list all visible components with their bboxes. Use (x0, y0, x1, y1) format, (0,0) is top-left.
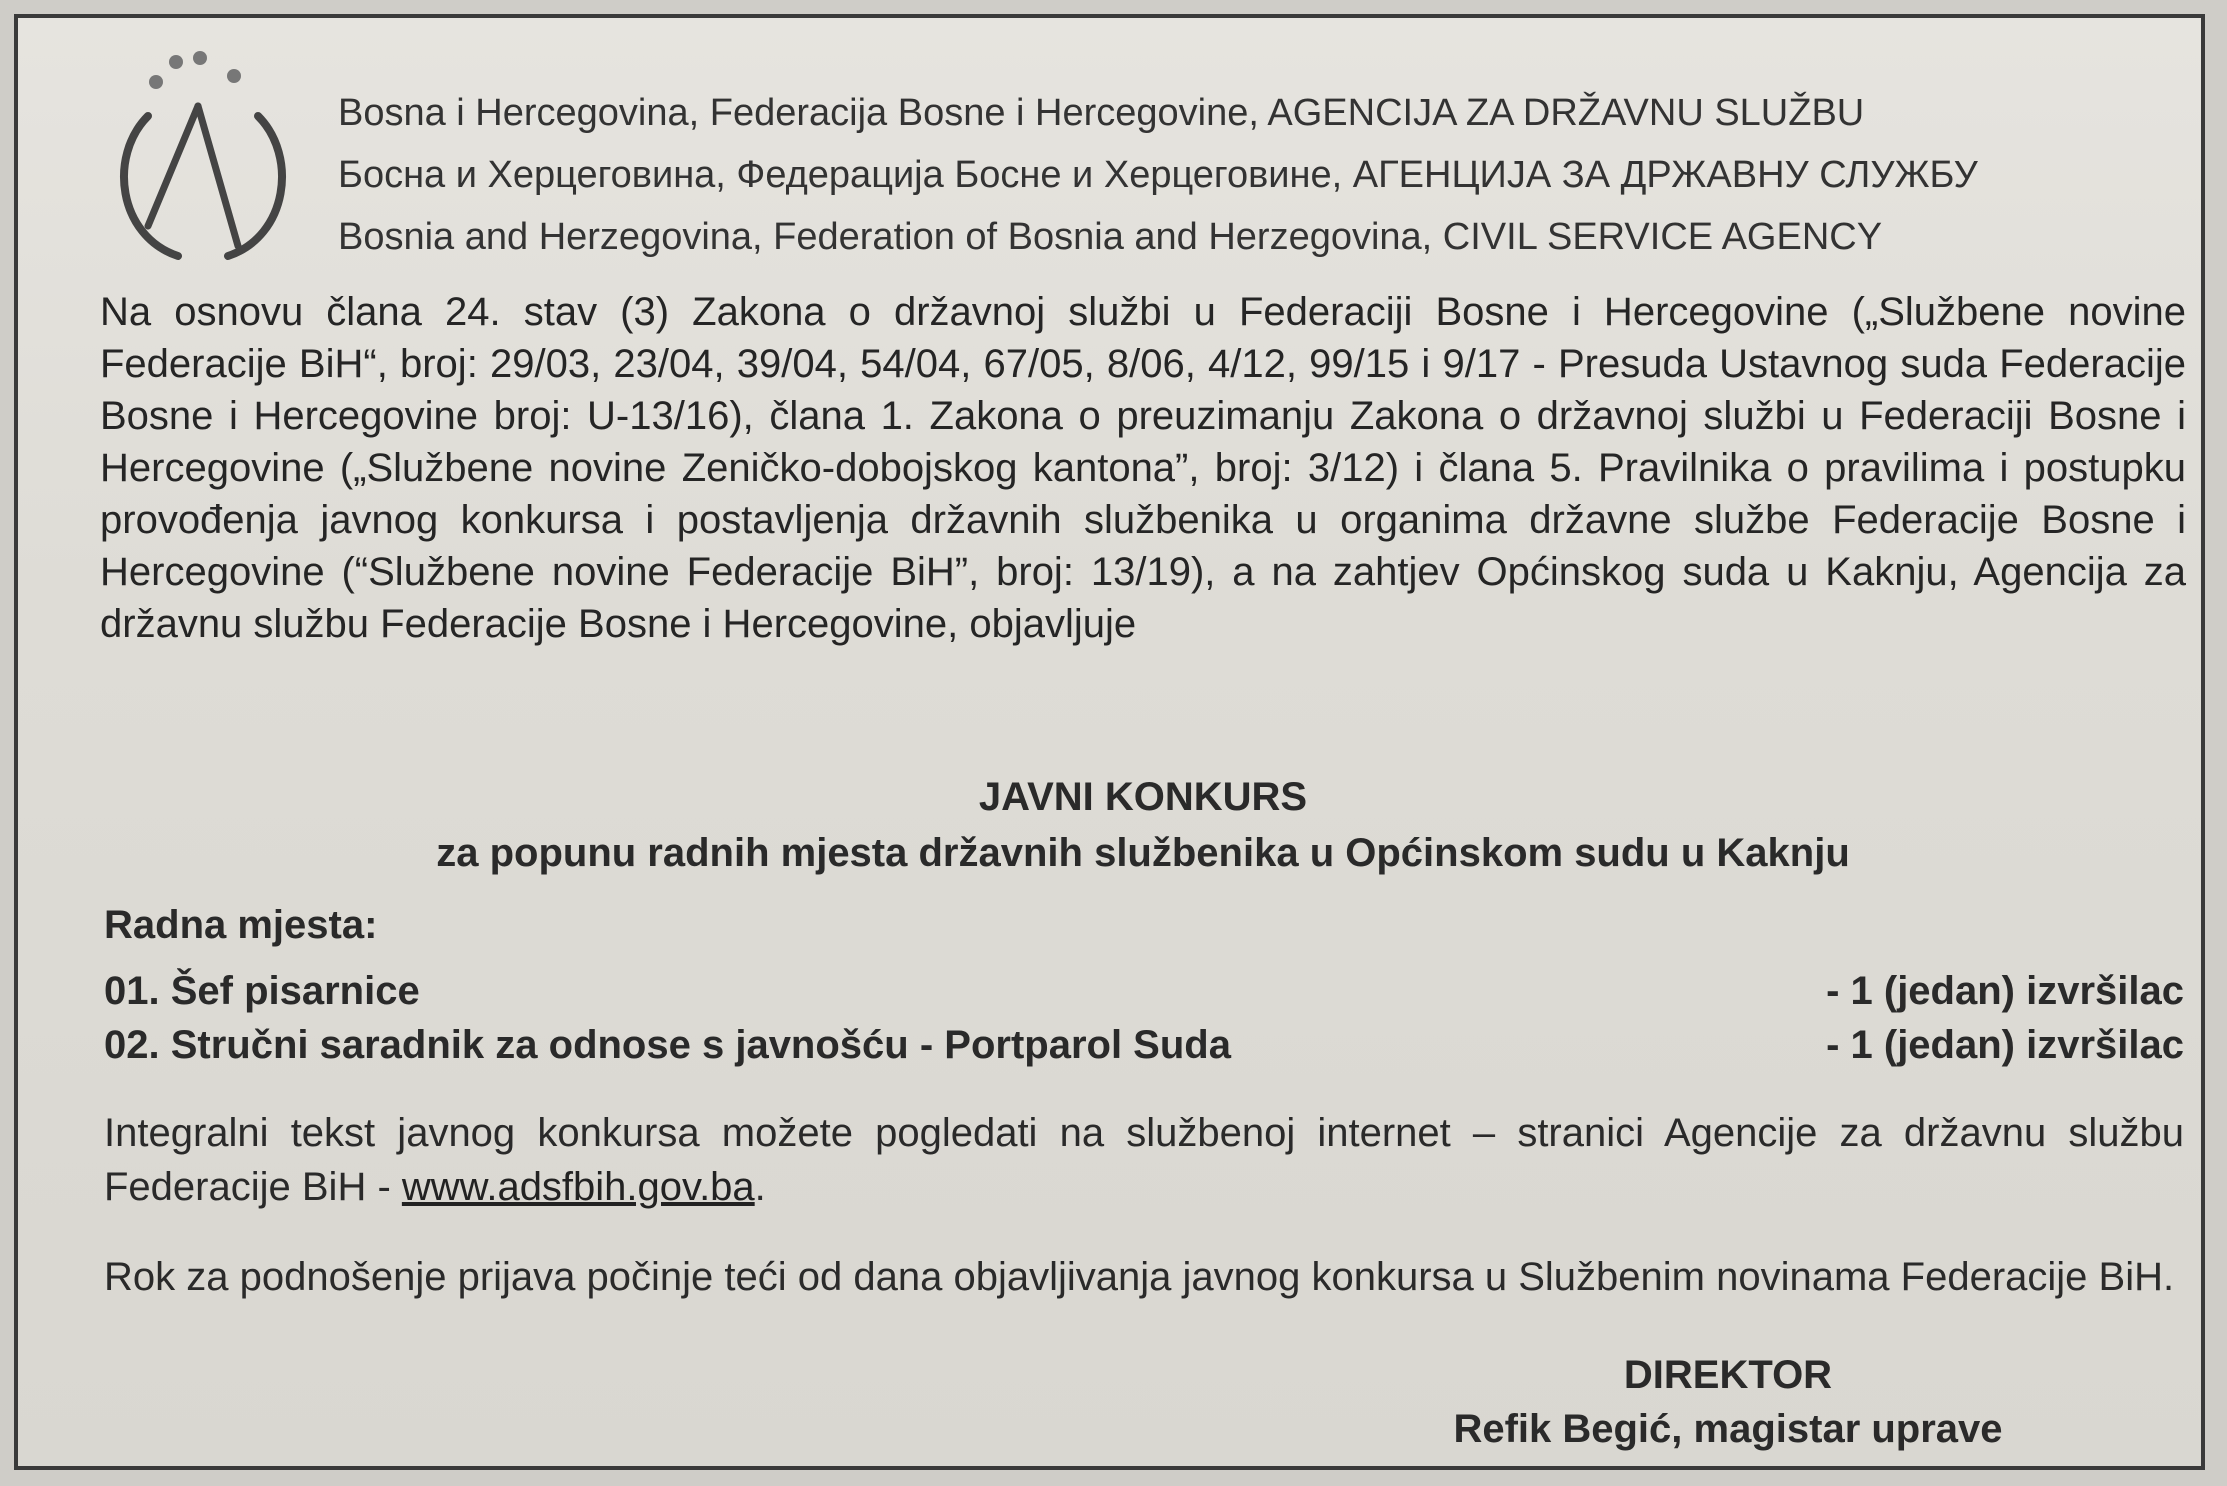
agency-header (88, 46, 2168, 276)
signature-role: DIREKTOR (1623, 1353, 1833, 1397)
deadline-paragraph: Rok za podnošenje prijava počinje teći od dana objavljivanja javnog konkursa u Službenim novinama Federacije BiH. (104, 1255, 2175, 1299)
position-name: 02. Stručni saradnik za odnose s javnošću - Portparol Suda (104, 1023, 1231, 1067)
agency-logo-icon (88, 46, 308, 266)
agency-name-cyrillic: Босна и Херцеговина, Федерација Босне и Херцеговине, АГЕНЦИЈА ЗА ДРЖАВНУ СЛУЖБУ (338, 154, 1978, 196)
agency-name-lines (338, 82, 2158, 268)
info-paragraph (104, 1106, 2184, 1214)
agency-website-link[interactable]: www.adsfbih.gov.ba (401, 1165, 755, 1209)
signature-block (1378, 1348, 2078, 1456)
agency-name-english: Bosnia and Herzegovina, Federation of Bosnia and Herzegovina, CIVIL SERVICE AGENCY (338, 216, 1883, 258)
public-notice (14, 14, 2205, 1470)
position-row (104, 1018, 2184, 1072)
position-name: 01. Šef pisarnice (104, 969, 420, 1013)
info-end: . (754, 1165, 766, 1209)
info-text: Integralni tekst javnog konkursa možete pogledati na službenoj internet – stranici Agencije za državnu službu Federacije BiH - (104, 1111, 2184, 1209)
agency-name-latin: Bosna i Hercegovina, Federacija Bosne i Hercegovine, AGENCIJA ZA DRŽAVNU SLUŽBU (338, 92, 1865, 134)
positions-list (104, 964, 2184, 1072)
notice-subtitle: za popunu radnih mjesta državnih službenika u Općinskom sudu u Kaknju (436, 831, 1850, 875)
position-row (104, 964, 2184, 1018)
legal-basis-paragraph: Na osnovu člana 24. stav (3) Zakona o državnoj službi u Federaciji Bosne i Hercegovine („Službene novine Federacije BiH“, broj: 29/03, 23/04, 39/04, 54/04, 67/05, 8/06, 4/12, 99/15 i 9/17 - Presuda Ustavnog suda Federacije Bosne i Hercegovine broj: U-13/16), člana 1. Zakona o preuzimanju Zakona o državnoj službi u Federaciji Bosne i Hercegovine („Službene novine Zeničko-dobojskog kantona”, broj: 3/12) i člana 5. Pravilnika o pravilima i postupku provođenja javnog konkursa i postavljenja državnih službenika u organima državne službe Federacije Bosne i Hercegovine (“Službene novine Federacije BiH”, broj: 13/19), a na zahtjev Općinskog suda u Kaknju, Agencija za državnu službu Federacije Bosne i Hercegovine, objavljuje (100, 290, 2186, 646)
signature-name: Refik Begić, magistar uprave (1453, 1407, 2003, 1451)
notice-title: JAVNI KONKURS (978, 775, 1308, 819)
position-count: - 1 (jedan) izvršilac (1826, 969, 2184, 1013)
positions-label: Radna mjesta: (104, 903, 378, 947)
position-count: - 1 (jedan) izvršilac (1826, 1023, 2184, 1067)
